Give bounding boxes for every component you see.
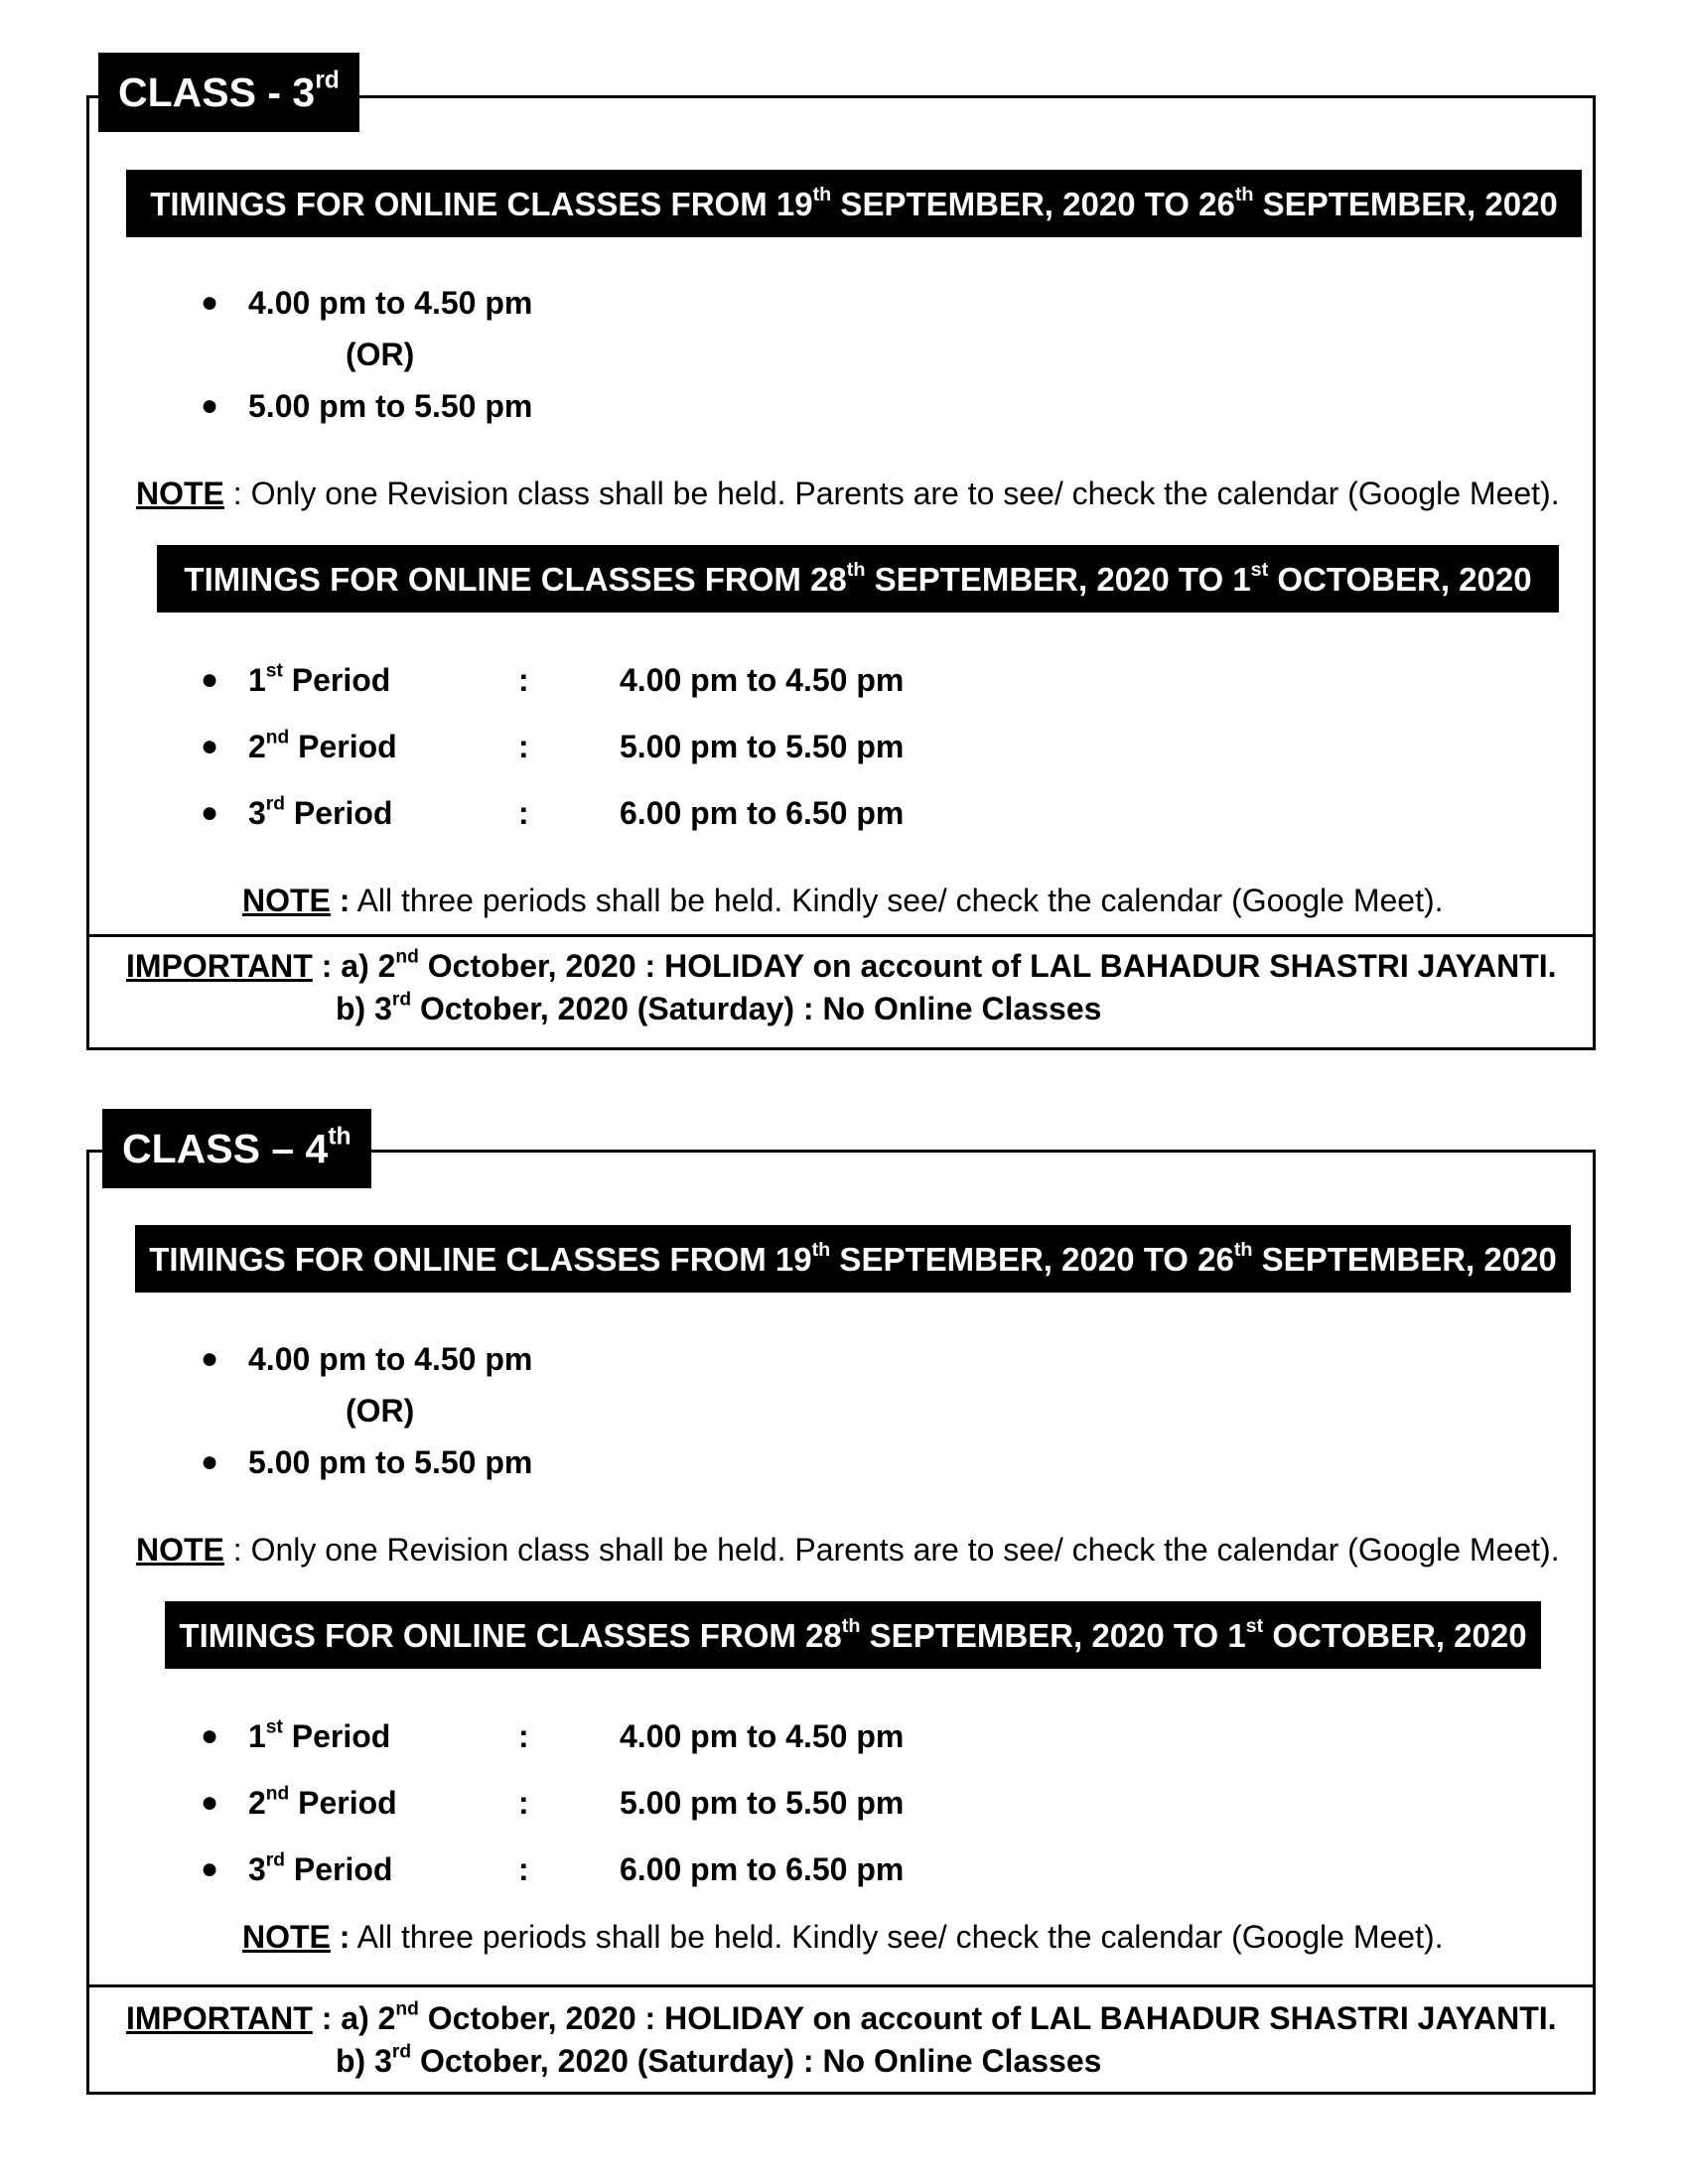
class-4-note-1: NOTE : Only one Revision class shall be held. Parents are to see/ check the calendar (Google Meet). [136, 1532, 1560, 1568]
class-3-period-2-time: 5.00 pm to 5.50 pm [620, 729, 905, 764]
class-3-slot-or: (OR) [346, 337, 415, 372]
class-4-period-2-time: 5.00 pm to 5.50 pm [620, 1785, 905, 1821]
class-4-period-3-time: 6.00 pm to 6.50 pm [620, 1851, 905, 1887]
class-3-period-3-sep: : [518, 795, 529, 831]
class-3-period-1-time: 4.00 pm to 4.50 pm [620, 662, 905, 698]
bullet-icon: ● [201, 1719, 219, 1752]
class-3-note-2: NOTE : All three periods shall be held. Kindly see/ check the calendar (Google Meet). [242, 883, 1444, 918]
class-4-period-1-time: 4.00 pm to 4.50 pm [620, 1718, 905, 1754]
bullet-icon: ● [201, 1852, 219, 1885]
class-4-title: CLASS – 4th [102, 1109, 371, 1188]
class-4-week1-bar: TIMINGS FOR ONLINE CLASSES FROM 19th SEPTEMBER, 2020 TO 26th SEPTEMBER, 2020 [135, 1225, 1571, 1293]
class-3-period-1-sep: : [518, 662, 529, 698]
class-4-period-1-label: 1st Period [248, 1716, 391, 1754]
class-3-period-1-label: 1st Period [248, 660, 391, 698]
class-4-period-3-sep: : [518, 1851, 529, 1887]
class-3-week1-bar: TIMINGS FOR ONLINE CLASSES FROM 19th SEPTEMBER, 2020 TO 26th SEPTEMBER, 2020 [126, 170, 1582, 237]
class-3-box [86, 95, 1596, 1050]
bullet-icon: ● [201, 389, 219, 422]
class-4-period-3-label: 3rd Period [248, 1849, 393, 1887]
class-4-period-2-label: 2nd Period [248, 1783, 397, 1821]
bullet-icon: ● [201, 730, 219, 762]
class-4-slot-or: (OR) [346, 1393, 415, 1429]
class-3-note-1: NOTE : Only one Revision class shall be held. Parents are to see/ check the calendar (Google Meet). [136, 476, 1560, 511]
class-4-slot-2: 5.00 pm to 5.50 pm [248, 1444, 533, 1480]
bullet-icon: ● [201, 663, 219, 696]
class-3-period-3-time: 6.00 pm to 6.50 pm [620, 795, 905, 831]
class-4-box [86, 1150, 1596, 2095]
bullet-icon: ● [201, 1445, 219, 1478]
class-3-week2-bar: TIMINGS FOR ONLINE CLASSES FROM 28th SEPTEMBER, 2020 TO 1st OCTOBER, 2020 [157, 545, 1559, 613]
bullet-icon: ● [201, 1342, 219, 1375]
class-3-important-a: IMPORTANT : a) 2nd October, 2020 : HOLIDAY on account of LAL BAHADUR SHASTRI JAYANTI. [126, 946, 1557, 984]
bullet-icon: ● [201, 286, 219, 319]
class-3-period-3-label: 3rd Period [248, 793, 393, 831]
bullet-icon: ● [201, 1786, 219, 1819]
class-3-divider [89, 934, 1593, 937]
class-4-note-2: NOTE : All three periods shall be held. Kindly see/ check the calendar (Google Meet). [242, 1919, 1444, 1955]
bullet-icon: ● [201, 796, 219, 829]
class-3-title: CLASS - 3rd [98, 53, 359, 132]
class-3-slot-1: 4.00 pm to 4.50 pm [248, 285, 533, 321]
class-4-week2-bar: TIMINGS FOR ONLINE CLASSES FROM 28th SEPTEMBER, 2020 TO 1st OCTOBER, 2020 [165, 1601, 1541, 1669]
class-4-important-b: b) 3rd October, 2020 (Saturday) : No Online Classes [336, 2041, 1102, 2079]
class-3-slot-2: 5.00 pm to 5.50 pm [248, 388, 533, 424]
class-4-important-a: IMPORTANT : a) 2nd October, 2020 : HOLIDAY on account of LAL BAHADUR SHASTRI JAYANTI. [126, 1998, 1557, 2036]
class-4-slot-1: 4.00 pm to 4.50 pm [248, 1341, 533, 1377]
class-4-period-2-sep: : [518, 1785, 529, 1821]
class-4-period-1-sep: : [518, 1718, 529, 1754]
class-3-period-2-label: 2nd Period [248, 727, 397, 764]
class-3-important-b: b) 3rd October, 2020 (Saturday) : No Online Classes [336, 989, 1102, 1026]
class-4-divider [89, 1984, 1593, 1987]
class-3-period-2-sep: : [518, 729, 529, 764]
